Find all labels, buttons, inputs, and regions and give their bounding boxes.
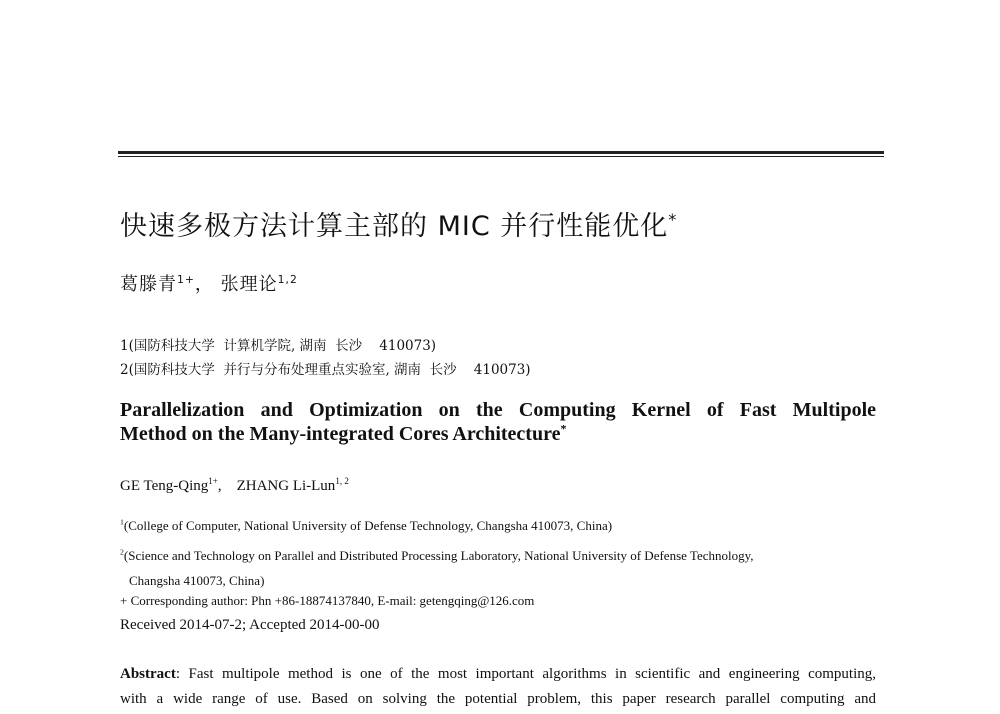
- english-author-1: GE Teng-Qing: [120, 478, 209, 494]
- corresponding-author: + Corresponding author: Phn +86-18874137840, E-mail: getengqing@126.com: [120, 593, 535, 608]
- english-affiliation-2: [120, 543, 876, 593]
- english-title-line-1: Parallelization and Optimization on the Computing Kernel of Fast Multipole: [120, 399, 876, 421]
- english-author-2-affil: 1, 2: [335, 476, 349, 486]
- english-author-1-affil: 1+: [208, 476, 218, 486]
- chinese-affiliation-2: 2(国防科技大学 并行与分布处理重点实验室, 湖南 长沙 410073): [120, 362, 531, 378]
- abstract: [120, 662, 876, 712]
- chinese-author-2: 张理论: [220, 274, 278, 295]
- header-rule-thin: [118, 156, 884, 157]
- english-affiliation-1: [120, 518, 876, 534]
- english-affiliation-2-mark: 2: [120, 547, 124, 557]
- abstract-line-1: [120, 662, 876, 687]
- chinese-title-text: 快速多极方法计算主部的 MIC 并行性能优化: [120, 211, 669, 242]
- abstract-line-2: with a wide range of use. Based on solving the potential problem, this paper research parallel computing and: [120, 691, 876, 707]
- english-author-2: ZHANG Li-Lun: [236, 478, 336, 494]
- chinese-author-separator: ，: [194, 274, 214, 295]
- received-dates: Received 2014-07-2; Accepted 2014-00-00: [120, 617, 380, 633]
- english-title-footnote-mark: *: [560, 421, 567, 436]
- abstract-text-1: : Fast multipole method is one of the most important algorithms in scientific and engineering computing,: [175, 666, 876, 682]
- chinese-author-1: 葛滕青: [120, 274, 177, 295]
- chinese-affiliation-1: 1(国防科技大学 计算机学院, 湖南 长沙 410073): [120, 338, 437, 354]
- english-affiliation-2-line-2: Changsha 410073, China): [129, 573, 265, 588]
- english-title: [120, 398, 876, 446]
- chinese-title-footnote-mark: *: [668, 210, 678, 229]
- chinese-authors: [120, 270, 298, 296]
- chinese-author-2-affil: 1,2: [277, 273, 298, 286]
- english-affiliation-1-mark: 1: [120, 517, 124, 527]
- chinese-author-1-affil: 1+: [177, 273, 195, 286]
- english-author-separator: ,: [217, 478, 222, 494]
- english-affiliation-1-text: (College of Computer, National University of Defense Technology, Changsha 410073, China): [123, 518, 613, 533]
- header-rule-thick: [118, 151, 884, 154]
- english-affiliation-2-line-1: (Science and Technology on Parallel and Distributed Processing Laboratory, National University of Defense Technology,: [123, 548, 754, 563]
- abstract-label: Abstract: [120, 666, 176, 682]
- english-authors: [120, 478, 349, 495]
- chinese-title: [120, 204, 677, 243]
- english-title-line-2: Method on the Many-integrated Cores Architecture: [120, 423, 561, 445]
